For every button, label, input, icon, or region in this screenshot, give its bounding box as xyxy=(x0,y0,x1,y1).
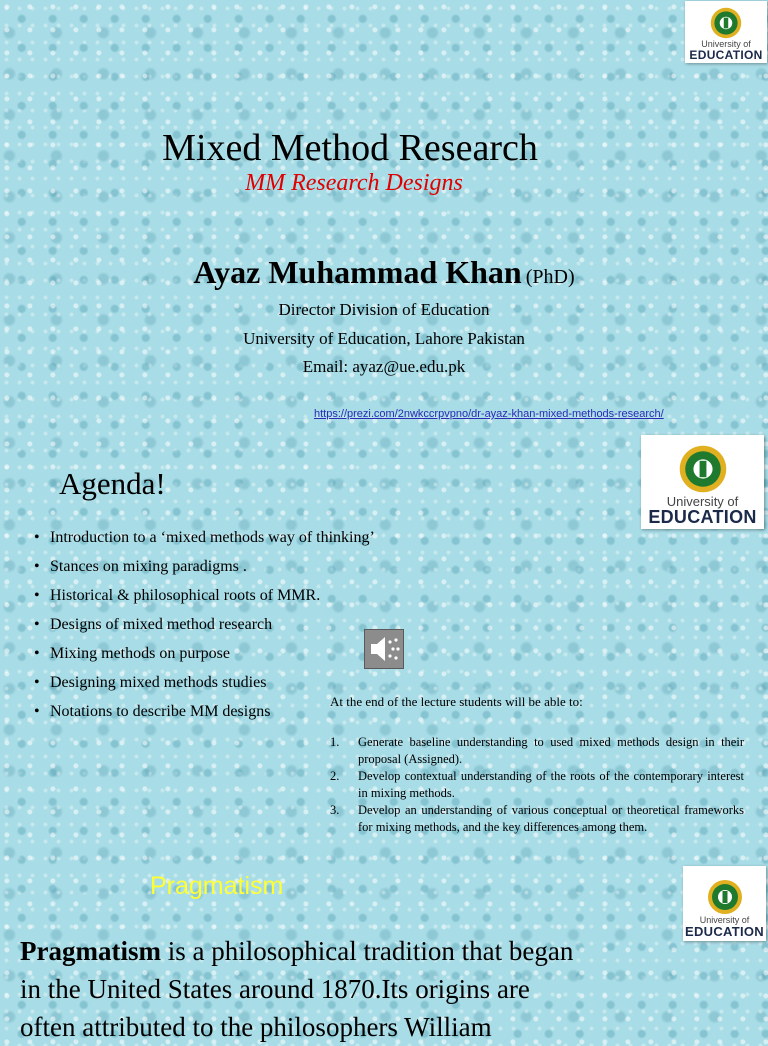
prezi-link[interactable]: https://prezi.com/2nwkccrpvpno/dr-ayaz-khan-mixed-methods-research/ xyxy=(314,408,664,420)
bullet-symbol: • xyxy=(34,558,40,575)
title-slide xyxy=(0,0,768,430)
body-text: is a philosophical tradition that began xyxy=(160,936,574,966)
logo-university-of: University of xyxy=(699,915,750,925)
author-email: Email: ayaz@ue.edu.pk xyxy=(302,357,466,376)
bullet-symbol: • xyxy=(34,529,40,546)
agenda-heading: Agenda! xyxy=(59,466,166,501)
bullet-symbol: • xyxy=(34,645,40,662)
university-emblem-icon xyxy=(708,6,744,40)
list-item xyxy=(34,585,375,614)
slide-subtitle: MM Research Designs xyxy=(245,170,463,196)
list-item xyxy=(34,614,375,643)
bullet-symbol: • xyxy=(34,587,40,604)
list-item xyxy=(330,734,744,768)
bullet-symbol: • xyxy=(34,674,40,691)
body-line: in the United States around 1870.Its origins are xyxy=(20,974,530,1004)
logo-education: EDUCATION xyxy=(684,924,764,939)
author-position: Director Division of Education xyxy=(278,300,490,319)
list-item xyxy=(34,527,375,556)
slide-title: Mixed Method Research xyxy=(162,127,538,169)
body-line: often attributed to the philosophers William xyxy=(20,1012,492,1042)
list-item-text: Designing mixed methods studies xyxy=(50,674,267,691)
item-text: Generate baseline understanding to used mixed methods design in their proposal (Assigned). xyxy=(358,735,744,766)
logo-university-of: University of xyxy=(666,494,739,509)
pragmatism-heading: Pragmatism xyxy=(150,872,284,900)
list-item xyxy=(34,672,375,701)
logo-education: EDUCATION xyxy=(689,48,763,62)
list-item xyxy=(330,802,744,836)
list-item-text: Introduction to a ‘mixed methods way of thinking’ xyxy=(50,529,375,546)
author-degree: (PhD) xyxy=(525,266,575,288)
list-item-text: Mixing methods on purpose xyxy=(50,645,230,662)
list-item-text: Notations to describe MM designs xyxy=(50,703,271,720)
agenda-slide xyxy=(0,430,768,862)
bullet-symbol: • xyxy=(34,616,40,633)
logo-university-of: University of xyxy=(701,39,751,49)
pragmatism-slide xyxy=(0,862,768,1042)
list-item xyxy=(34,701,375,730)
outcomes-list xyxy=(330,734,744,836)
university-logo xyxy=(683,866,766,941)
university-emblem-icon xyxy=(705,878,745,916)
logo-education: EDUCATION xyxy=(648,507,757,527)
bullet-symbol: • xyxy=(34,703,40,720)
list-item-text: Historical & philosophical roots of MMR. xyxy=(50,587,321,604)
university-emblem-icon xyxy=(675,443,731,495)
item-number: 2. xyxy=(330,769,340,783)
outcomes-intro: At the end of the lecture students will be able to: xyxy=(330,694,583,709)
item-text: Develop an understanding of various conceptual or theoretical frameworks for mixing methods, and the key differences among them. xyxy=(358,803,744,834)
author-name: Ayaz Muhammad Khan xyxy=(193,254,522,290)
author-affiliation: University of Education, Lahore Pakistan xyxy=(243,329,525,348)
list-item xyxy=(34,556,375,585)
body-bold-term: Pragmatism xyxy=(20,936,161,966)
university-logo xyxy=(685,1,767,63)
body-line xyxy=(20,932,700,970)
list-item-text: Designs of mixed method research xyxy=(50,616,273,633)
list-item xyxy=(330,768,744,802)
university-logo xyxy=(641,435,764,529)
list-item-text: Stances on mixing paradigms . xyxy=(50,558,247,575)
item-number: 1. xyxy=(330,735,340,749)
item-number: 3. xyxy=(330,803,340,817)
speaker-icon[interactable] xyxy=(364,629,404,669)
item-text: Develop contextual understanding of the roots of the contemporary interest in mixing methods. xyxy=(358,769,744,800)
pragmatism-body xyxy=(20,932,700,1046)
list-item xyxy=(34,643,375,672)
author xyxy=(0,254,768,291)
agenda-list xyxy=(34,527,375,730)
